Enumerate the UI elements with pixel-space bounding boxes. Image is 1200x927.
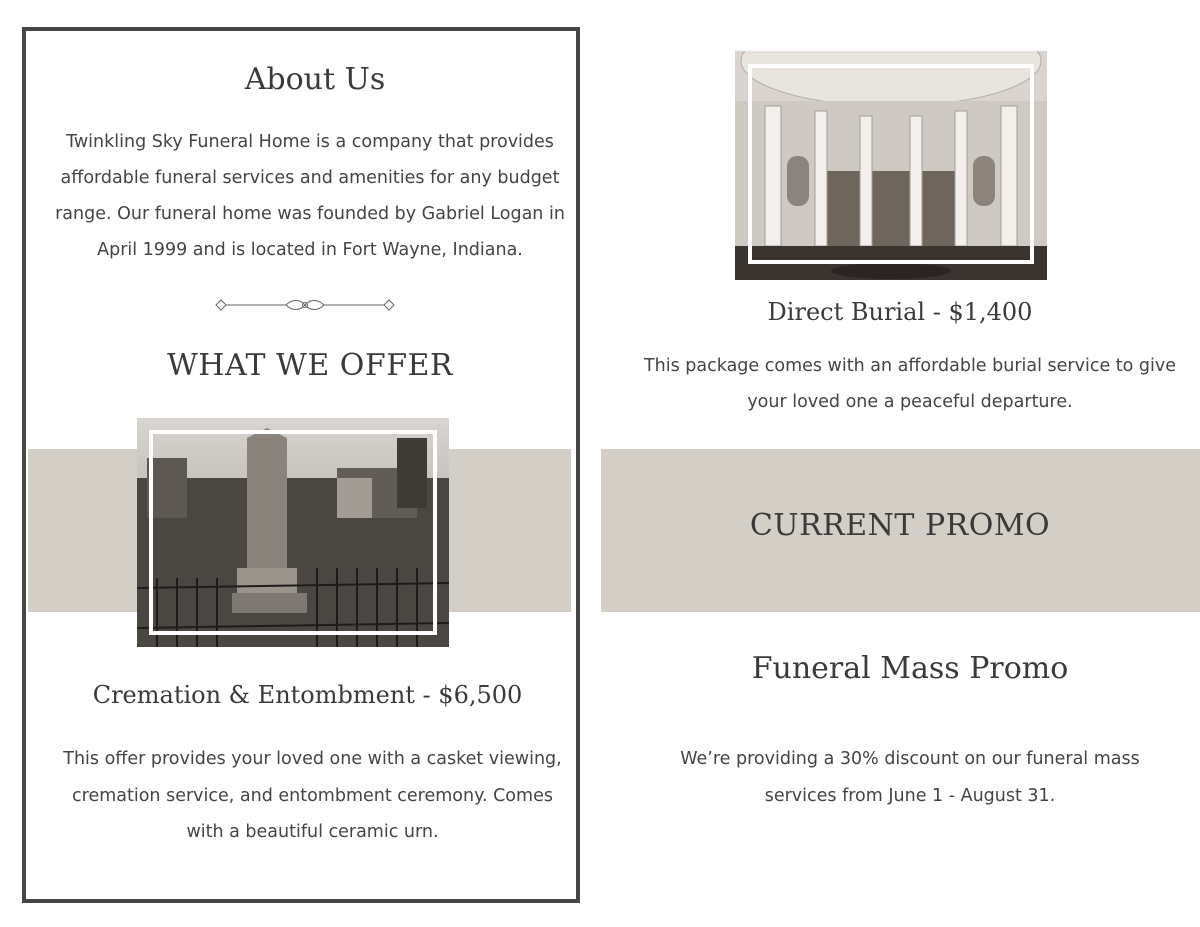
about-title: About Us (244, 62, 386, 97)
burial-title: Direct Burial - $1,400 (767, 298, 1033, 326)
cremation-body: This offer provides your loved one with a casket viewing, cremation service, and entombment ceremony. Comes with a beautiful ceramic urn. (63, 749, 562, 842)
photo-frame (149, 430, 437, 635)
cemetery-photo (137, 418, 449, 647)
rotunda-photo (735, 51, 1047, 280)
photo-frame (748, 64, 1034, 264)
offer-title: WHAT WE OFFER (166, 348, 454, 383)
burial-body: This package comes with an affordable burial service to give your loved one a peaceful departure. (643, 356, 1177, 412)
promo-heading: CURRENT PROMO (749, 508, 1051, 543)
promo-body: We’re providing a 30% discount on our funeral mass services from June 1 - August 31. (680, 749, 1140, 806)
ornament-divider-icon (214, 296, 396, 314)
cremation-title: Cremation & Entombment - $6,500 (92, 681, 523, 709)
about-body: Twinkling Sky Funeral Home is a company that provides affordable funeral services and amenities for any budget range. Our funeral home was founded by Gabriel Logan in April 1999 and is located in Fort Wayne, Indiana. (55, 132, 565, 260)
promo-title: Funeral Mass Promo (751, 651, 1069, 686)
